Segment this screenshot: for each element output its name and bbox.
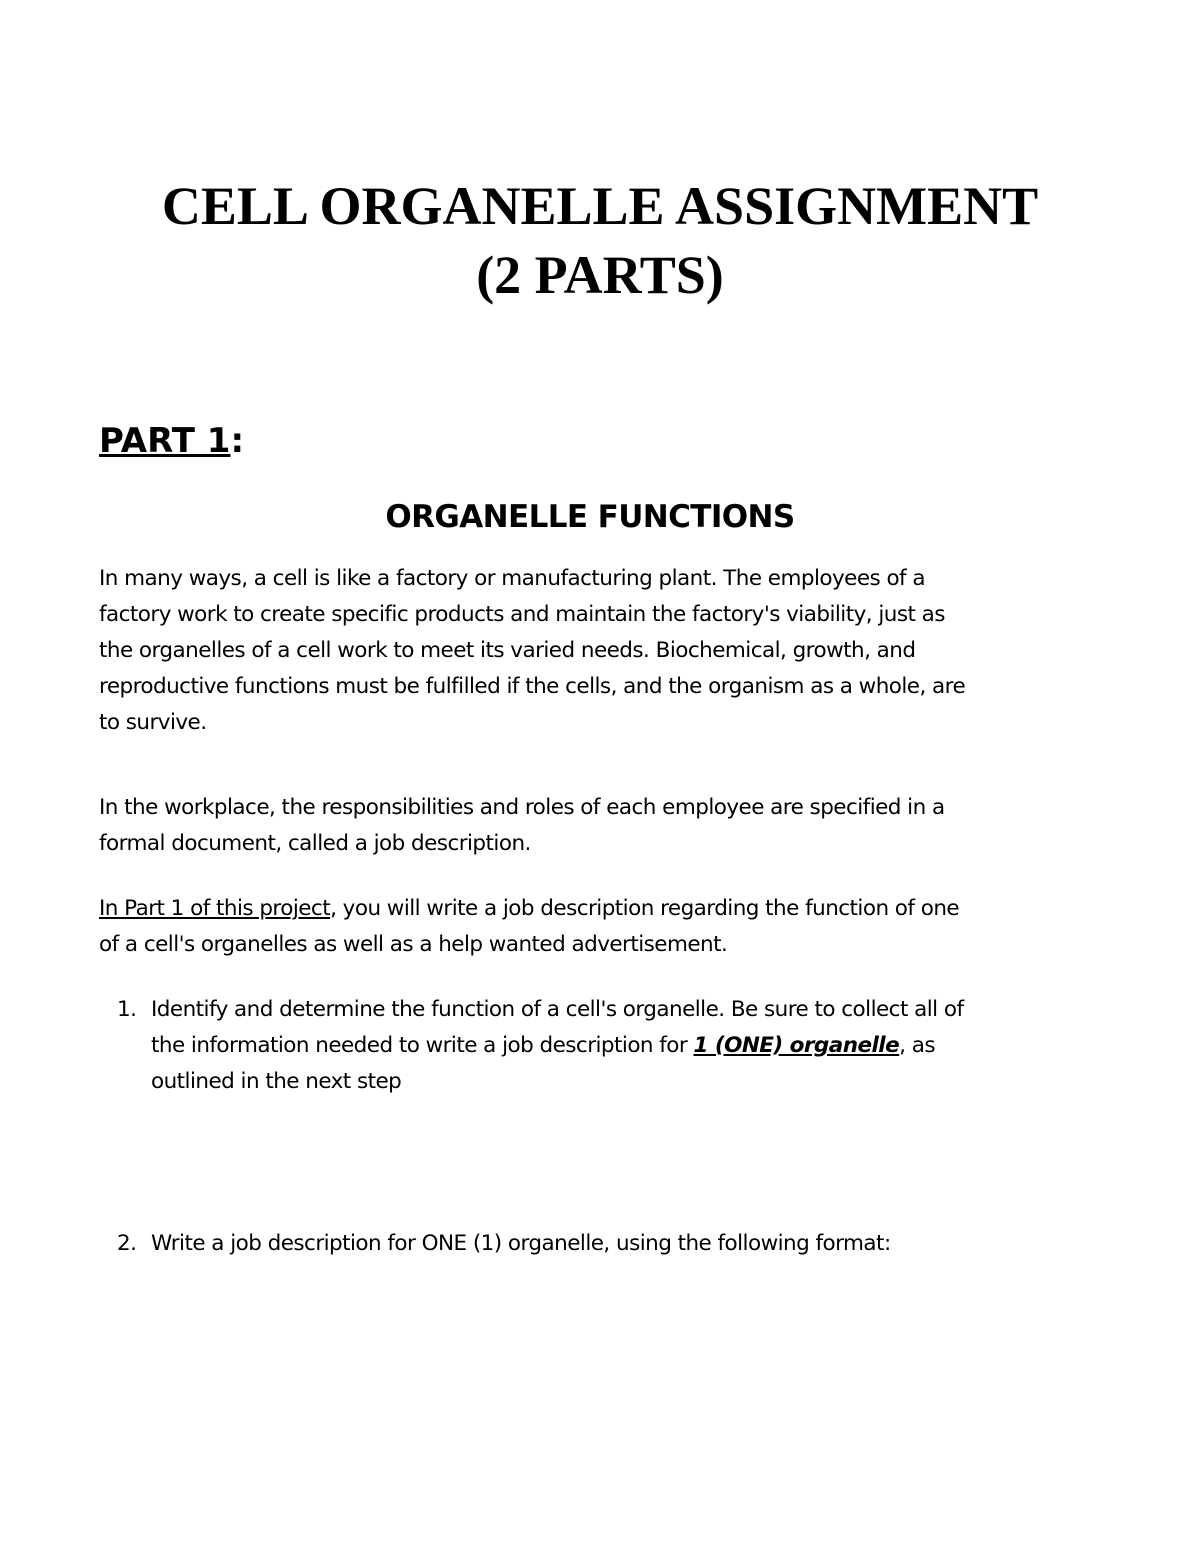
workplace-paragraph [99,790,1059,862]
document-title-line-1: CELL ORGANELLE ASSIGNMENT [161,176,1039,236]
list-item-1-line-3: outlined in the next step [151,1069,402,1094]
list-item-1-line-2-start: the information needed to write a job description for [151,1033,694,1058]
list-item-1-line-1: Identify and determine the function of a cell's organelle. Be sure to collect all of [151,997,964,1022]
part-heading-label: PART 1 [99,421,231,461]
intro-line: reproductive functions must be fulfilled if the cells, and the organism as a whole, are [99,674,966,699]
section-heading: ORGANELLE FUNCTIONS [385,499,795,535]
list-item-2-line-1: Write a job description for ONE (1) organelle, using the following format: [151,1231,891,1256]
intro-line: factory work to create specific products and maintain the factory's viability, just as [99,602,945,627]
part-heading-suffix: : [230,421,245,461]
list-item-1-line-2 [151,1028,1091,1064]
list-item-1-line-2-end: , as [899,1033,936,1058]
project-underlined-lead: In Part 1 of this project [99,896,331,921]
part-heading [99,416,244,466]
intro-line: In many ways, a cell is like a factory or manufacturing plant. The employees of a [99,566,925,591]
intro-line: the organelles of a cell work to meet its varied needs. Biochemical, growth, and [99,638,916,663]
project-line-1 [99,891,1059,927]
project-paragraph [99,891,1059,963]
intro-line: to survive. [99,710,207,735]
project-line-1-rest: , you will write a job description regarding the function of one [330,896,960,921]
workplace-line: formal document, called a job description. [99,831,531,856]
emphasis-one-organelle: 1 (ONE) organelle [693,1033,900,1058]
list-number: 1. [117,997,137,1022]
intro-paragraph [99,561,1059,741]
workplace-line: In the workplace, the responsibilities and roles of each employee are specified in a [99,795,945,820]
list-item-text [151,1226,1091,1262]
list-item-text [151,992,1091,1100]
list-number: 2. [117,1231,137,1256]
document-title-line-2: (2 PARTS) [476,245,724,305]
project-line-2: of a cell's organelles as well as a help wanted advertisement. [99,932,728,957]
